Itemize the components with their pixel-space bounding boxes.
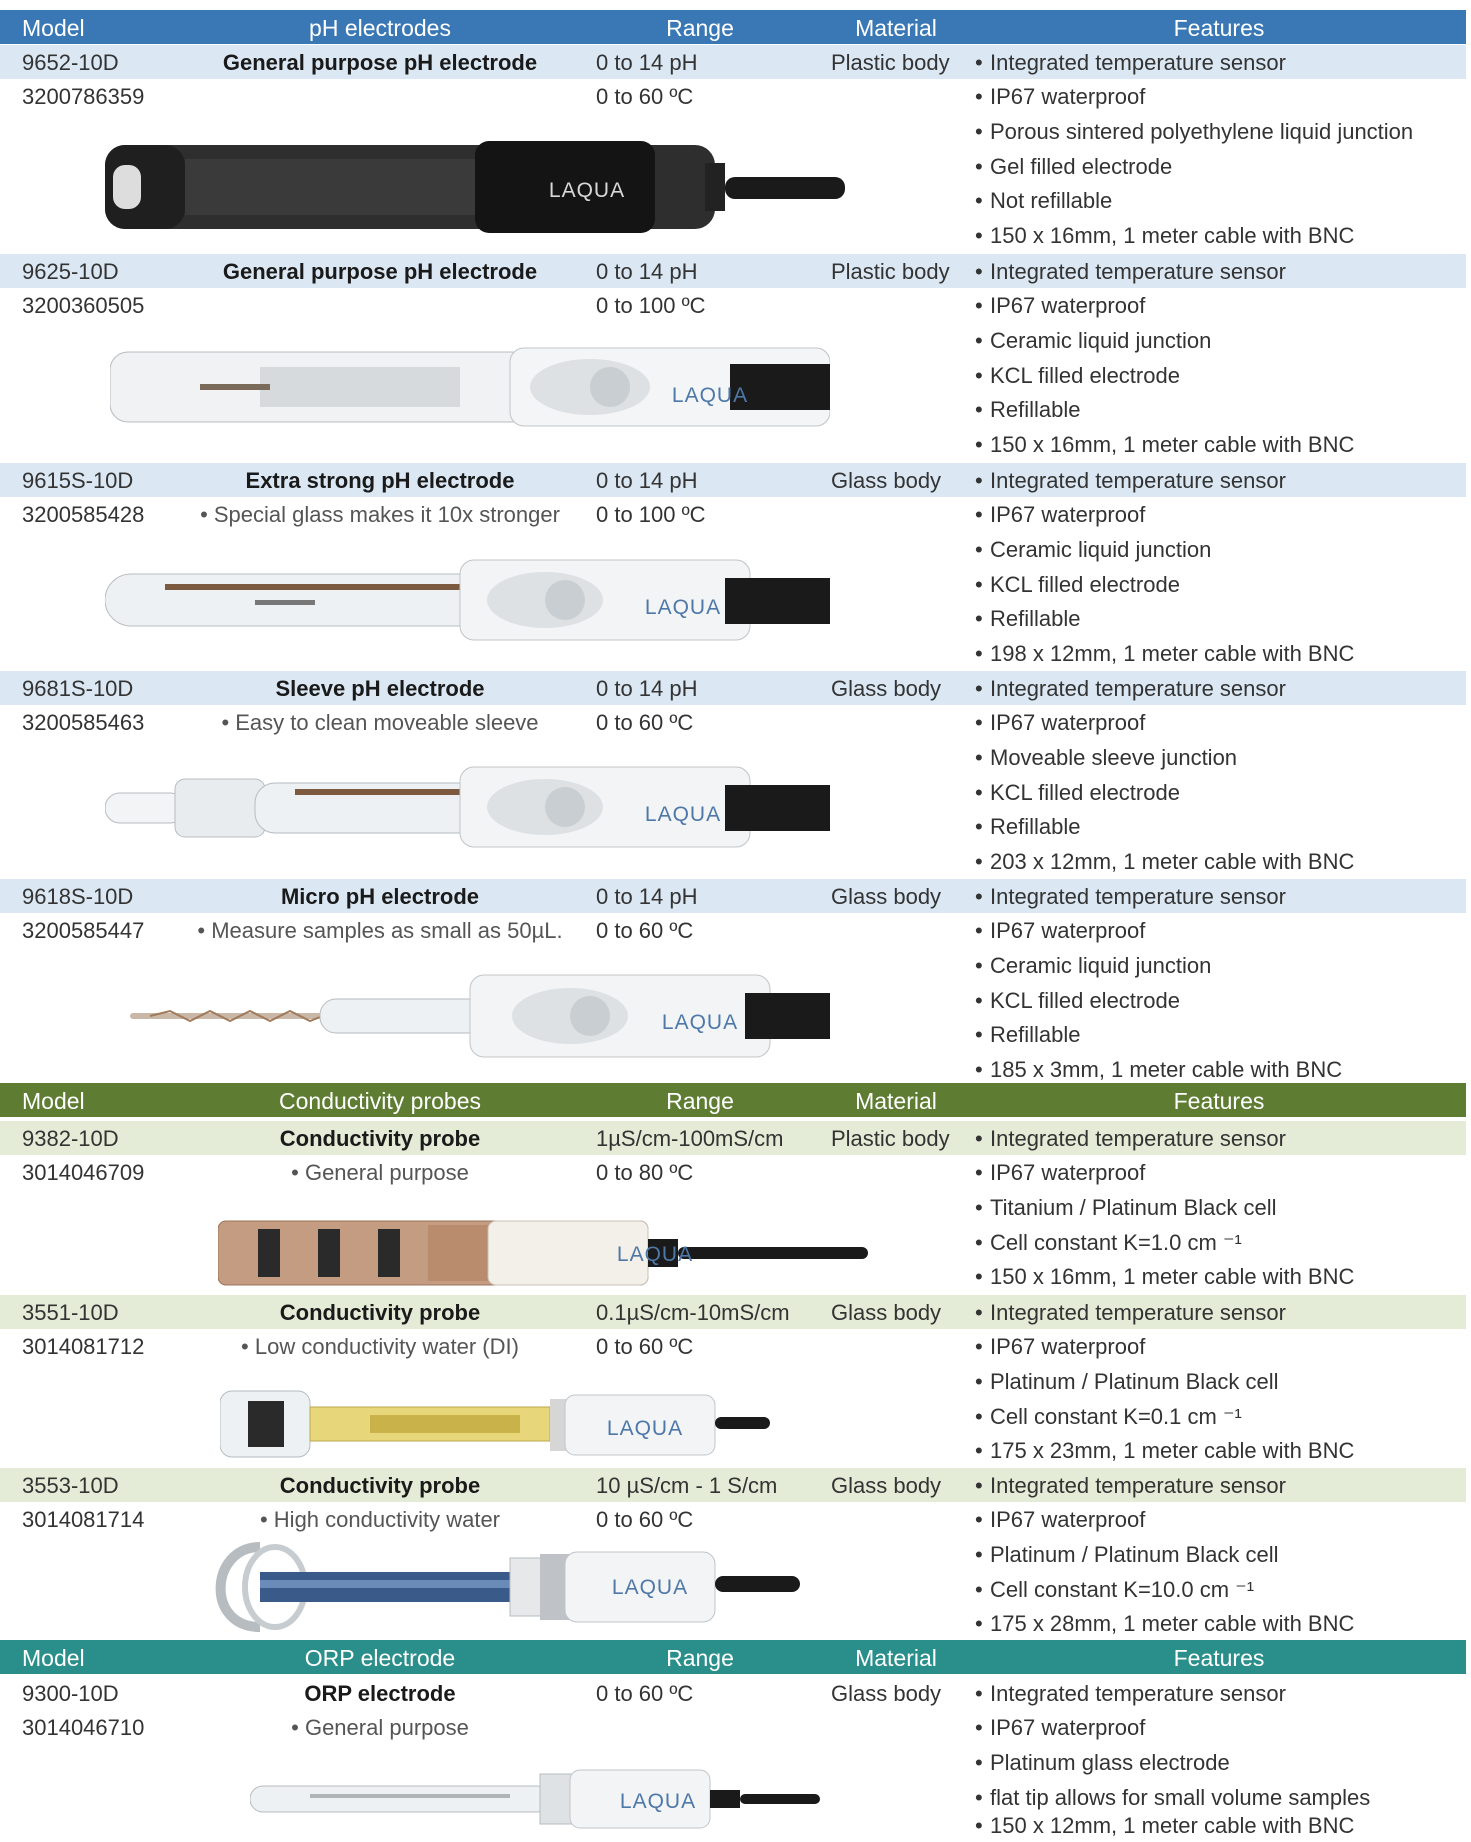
feature-item: • IP67 waterproof <box>990 1715 1145 1741</box>
header-title: pH electrodes <box>309 15 451 41</box>
model-number: 9615S-10D <box>22 468 134 493</box>
product-row-primary <box>0 879 1466 913</box>
product-name: Conductivity probe <box>279 1300 481 1325</box>
range-ph: 0 to 14 pH <box>596 259 698 284</box>
electrode-image <box>250 1764 820 1834</box>
header-title: ORP electrode <box>304 1645 456 1671</box>
feature-item: • IP67 waterproof <box>990 1507 1145 1533</box>
range-temperature: 0 to 60 ºC <box>596 918 694 943</box>
product-code: 3200585428 <box>22 502 145 527</box>
range-temperature: 0 to 60 ºC <box>596 710 694 735</box>
product-code: 3014081712 <box>22 1334 145 1359</box>
product-code: 3014081714 <box>22 1507 145 1532</box>
product-name: Conductivity probe <box>279 1126 481 1151</box>
product-note: • General purpose <box>291 1715 469 1740</box>
material: Plastic body <box>831 1126 950 1151</box>
model-number: 9681S-10D <box>22 676 134 701</box>
range-temperature: 0 to 60 ºC <box>596 1334 694 1359</box>
laqua-logo: LAQUA <box>616 1243 694 1266</box>
header-range: Range <box>666 15 734 41</box>
product-note: • Low conductivity water (DI) <box>241 1334 519 1359</box>
product-note: • High conductivity water <box>259 1507 501 1532</box>
range-ph: 0 to 14 pH <box>596 676 698 701</box>
header-features: Features <box>1173 15 1265 41</box>
header-range: Range <box>666 1088 734 1114</box>
header-model: Model <box>22 15 85 41</box>
range-temperature: 0 to 60 ºC <box>596 1507 694 1532</box>
section-header-orp <box>0 1640 1466 1674</box>
product-row-primary <box>0 254 1466 288</box>
model-number: 9625-10D <box>22 259 119 284</box>
range-conductivity: 10 µS/cm - 1 S/cm <box>596 1473 778 1498</box>
product-name: Conductivity probe <box>279 1473 481 1498</box>
feature-item: • Ceramic liquid junction <box>990 328 1211 354</box>
feature-item: • Integrated temperature sensor <box>990 1681 1286 1707</box>
laqua-logo: LAQUA <box>611 1576 689 1599</box>
feature-item: • Platinum / Platinum Black cell <box>990 1542 1279 1568</box>
product-code: 3200786359 <box>22 84 145 109</box>
product-row <box>0 1329 1466 1363</box>
material: Glass body <box>831 1473 942 1498</box>
product-note: • Easy to clean moveable sleeve <box>221 710 539 735</box>
range-temperature: 0 to 60 ºC <box>596 84 694 109</box>
product-row-primary <box>0 1295 1466 1329</box>
laqua-logo: LAQUA <box>671 384 749 407</box>
feature-item: • KCL filled electrode <box>990 780 1180 806</box>
range-ph: 0 to 14 pH <box>596 468 698 493</box>
feature-item: • 150 x 16mm, 1 meter cable with BNC <box>990 223 1354 249</box>
feature-item: • Refillable <box>990 1022 1081 1048</box>
product-row-primary <box>0 463 1466 497</box>
model-number: 3553-10D <box>22 1473 119 1498</box>
header-range: Range <box>666 1645 734 1671</box>
product-name: Extra strong pH electrode <box>245 468 515 493</box>
laqua-logo: LAQUA <box>644 803 722 826</box>
range-conductivity: 0.1µS/cm-10mS/cm <box>596 1300 790 1325</box>
product-name: General purpose pH electrode <box>222 50 538 75</box>
feature-item: • Refillable <box>990 606 1081 632</box>
feature-item: • flat tip allows for small volume samples <box>990 1785 1370 1811</box>
model-number: 9652-10D <box>22 50 119 75</box>
feature-item: • Gel filled electrode <box>990 154 1172 180</box>
laqua-logo: LAQUA <box>661 1011 739 1034</box>
feature-item: • Integrated temperature sensor <box>990 884 1286 910</box>
feature-item: • Porous sintered polyethylene liquid junction <box>990 119 1413 145</box>
material: Glass body <box>831 1681 942 1706</box>
laqua-logo: LAQUA <box>619 1790 697 1813</box>
feature-item: • 175 x 23mm, 1 meter cable with BNC <box>990 1438 1354 1464</box>
product-row <box>0 1155 1466 1189</box>
product-row-primary <box>0 45 1466 79</box>
section-header-ph <box>0 10 1466 44</box>
range-temperature: 0 to 60 ºC <box>596 1681 694 1706</box>
feature-item: • IP67 waterproof <box>990 293 1145 319</box>
feature-item: • Integrated temperature sensor <box>990 50 1286 76</box>
range-temperature: 0 to 80 ºC <box>596 1160 694 1185</box>
laqua-logo: LAQUA <box>606 1417 684 1440</box>
product-row-primary <box>0 671 1466 705</box>
product-note: • General purpose <box>291 1160 469 1185</box>
product-row <box>0 1710 1466 1744</box>
product-note: • Measure samples as small as 50µL. <box>197 918 563 943</box>
product-row-primary <box>0 1468 1466 1502</box>
probe-image <box>200 1532 800 1642</box>
model-number: 3551-10D <box>22 1300 119 1325</box>
feature-item: • 203 x 12mm, 1 meter cable with BNC <box>990 849 1354 875</box>
model-number: 9618S-10D <box>22 884 134 909</box>
product-row <box>0 913 1466 947</box>
laqua-logo: LAQUA <box>644 596 722 619</box>
product-row-primary <box>0 1676 1466 1710</box>
feature-item: • Platinum glass electrode <box>990 1750 1230 1776</box>
electrode-image <box>105 135 845 255</box>
header-model: Model <box>22 1088 85 1114</box>
product-code: 3200585447 <box>22 918 145 943</box>
product-row <box>0 497 1466 531</box>
range-ph: 0 to 14 pH <box>596 50 698 75</box>
feature-item: • Integrated temperature sensor <box>990 676 1286 702</box>
product-row <box>0 427 1466 461</box>
feature-item: • 185 x 3mm, 1 meter cable with BNC <box>990 1057 1342 1083</box>
laqua-logo: LAQUA <box>548 179 626 202</box>
material: Glass body <box>831 1300 942 1325</box>
product-name: Sleeve pH electrode <box>275 676 485 701</box>
electrode-image <box>105 763 830 853</box>
probe-image <box>218 1209 868 1299</box>
probe-image <box>220 1385 770 1465</box>
electrode-image <box>105 556 830 646</box>
product-code: 3200360505 <box>22 293 145 318</box>
range-temperature: 0 to 100 ºC <box>596 502 706 527</box>
product-code: 3200585463 <box>22 710 145 735</box>
feature-item: • KCL filled electrode <box>990 572 1180 598</box>
product-row <box>0 1502 1466 1536</box>
feature-item: • Titanium / Platinum Black cell <box>990 1195 1277 1221</box>
product-row-primary <box>0 1121 1466 1155</box>
feature-item: • Integrated temperature sensor <box>990 259 1286 285</box>
feature-item: • Integrated temperature sensor <box>990 468 1286 494</box>
product-code: 3014046709 <box>22 1160 145 1185</box>
feature-item: • Platinum / Platinum Black cell <box>990 1369 1279 1395</box>
feature-item: • Integrated temperature sensor <box>990 1126 1286 1152</box>
feature-item: • Integrated temperature sensor <box>990 1300 1286 1326</box>
feature-item: • Ceramic liquid junction <box>990 537 1211 563</box>
feature-item: • Cell constant K=10.0 cm ⁻¹ <box>990 1577 1254 1603</box>
range-ph: 0 to 14 pH <box>596 884 698 909</box>
model-number: 9300-10D <box>22 1681 119 1706</box>
header-material: Material <box>855 1645 937 1671</box>
header-features: Features <box>1173 1088 1265 1114</box>
header-model: Model <box>22 1645 85 1671</box>
model-number: 9382-10D <box>22 1126 119 1151</box>
range-conductivity: 1µS/cm-100mS/cm <box>596 1126 784 1151</box>
product-row <box>0 705 1466 739</box>
feature-item: • IP67 waterproof <box>990 502 1145 528</box>
header-material: Material <box>855 1088 937 1114</box>
feature-item: • Moveable sleeve junction <box>990 745 1237 771</box>
header-title: Conductivity probes <box>279 1088 481 1114</box>
feature-item: • Refillable <box>990 814 1081 840</box>
section-header-conductivity <box>0 1083 1466 1117</box>
product-code: 3014046710 <box>22 1715 145 1740</box>
feature-item: • IP67 waterproof <box>990 84 1145 110</box>
range-temperature: 0 to 100 ºC <box>596 293 706 318</box>
feature-item: • 150 x 16mm, 1 meter cable with BNC <box>990 432 1354 458</box>
electrode-image <box>110 342 830 432</box>
product-name: ORP electrode <box>304 1681 456 1706</box>
material: Plastic body <box>831 50 950 75</box>
product-name: General purpose pH electrode <box>222 259 538 284</box>
material: Plastic body <box>831 259 950 284</box>
feature-item: • IP67 waterproof <box>990 1334 1145 1360</box>
feature-item: • Not refillable <box>990 188 1112 214</box>
feature-item: • Ceramic liquid junction <box>990 953 1211 979</box>
material: Glass body <box>831 468 942 493</box>
feature-item: • IP67 waterproof <box>990 918 1145 944</box>
feature-item: • Cell constant K=0.1 cm ⁻¹ <box>990 1404 1242 1430</box>
material: Glass body <box>831 884 942 909</box>
feature-item: • Refillable <box>990 397 1081 423</box>
header-material: Material <box>855 15 937 41</box>
feature-item: • 198 x 12mm, 1 meter cable with BNC <box>990 641 1354 667</box>
product-name: Micro pH electrode <box>280 884 480 909</box>
feature-item: • Integrated temperature sensor <box>990 1473 1286 1499</box>
electrode-image <box>130 971 830 1061</box>
feature-item: • KCL filled electrode <box>990 363 1180 389</box>
feature-item: • IP67 waterproof <box>990 1160 1145 1186</box>
material: Glass body <box>831 676 942 701</box>
product-note: • Special glass makes it 10x stronger <box>200 502 560 527</box>
header-features: Features <box>1173 1645 1265 1671</box>
product-row <box>0 288 1466 322</box>
feature-item: • 150 x 16mm, 1 meter cable with BNC <box>990 1264 1354 1290</box>
feature-item: • KCL filled electrode <box>990 988 1180 1014</box>
feature-item: • IP67 waterproof <box>990 710 1145 736</box>
feature-item: • 150 x 12mm, 1 meter cable with BNC <box>990 1813 1354 1839</box>
feature-item: • 175 x 28mm, 1 meter cable with BNC <box>990 1611 1354 1637</box>
feature-item: • Cell constant K=1.0 cm ⁻¹ <box>990 1230 1242 1256</box>
product-row <box>0 79 1466 113</box>
